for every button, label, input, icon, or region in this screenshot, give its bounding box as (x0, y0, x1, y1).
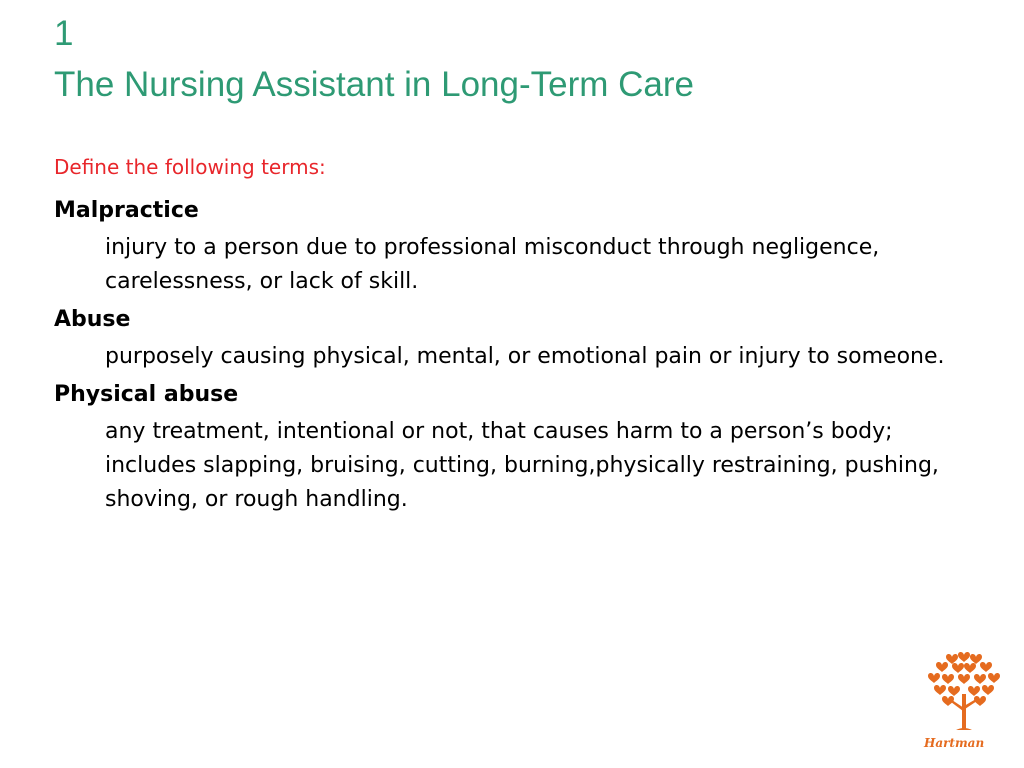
slide-number: 1 (54, 14, 74, 53)
slide-title: The Nursing Assistant in Long-Term Care (54, 65, 694, 104)
heart-tree-icon (918, 650, 1008, 736)
definition-malpractice: injury to a person due to professional misconduct through negligence, carelessness, or lack of skill. (105, 235, 880, 294)
definition-physical-abuse: any treatment, intentional or not, that causes harm to a person’s body; includes slapping, bruising, cutting, burning,physically restraining, pushing, shoving, or rough handling. (105, 419, 939, 512)
term-physical-abuse: Physical abuse (54, 382, 239, 407)
hartman-logo (918, 650, 1008, 756)
terms-list (54, 196, 954, 523)
term-abuse: Abuse (54, 307, 131, 332)
logo-text: Hartman (924, 736, 985, 750)
definition-abuse: purposely causing physical, mental, or emotional pain or injury to someone. (105, 344, 945, 369)
instruction-prompt: Define the following terms: (54, 155, 326, 179)
term-malpractice: Malpractice (54, 198, 199, 223)
